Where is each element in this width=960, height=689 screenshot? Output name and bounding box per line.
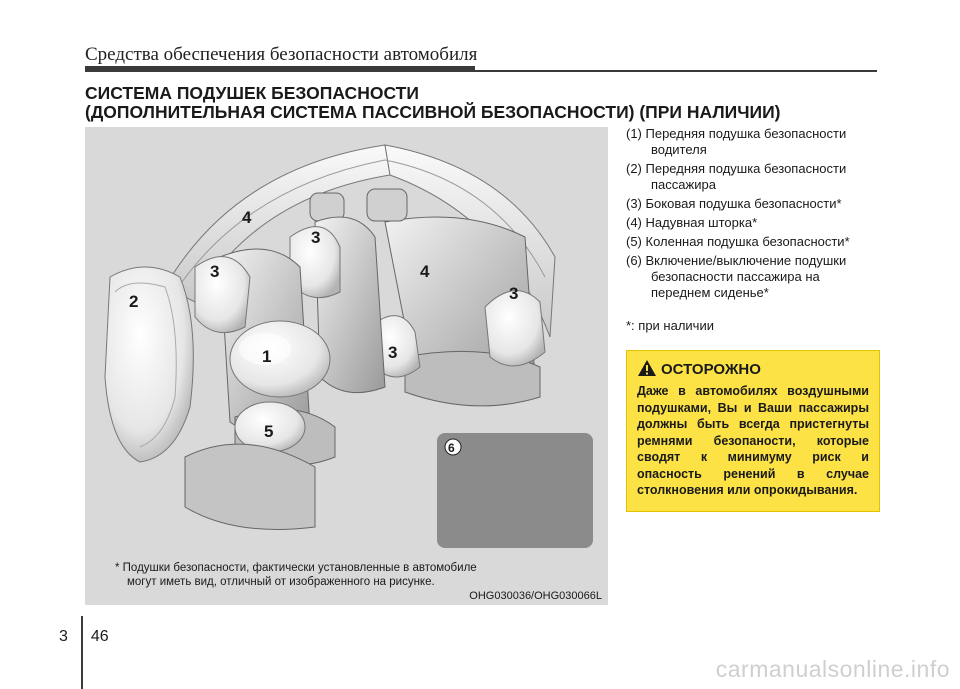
legend-item-6: (6) Включение/выключение подушки безопасности пассажира на переднем сиденье*	[626, 253, 847, 300]
legend-item-5: (5) Коленная подушка безопасности*	[626, 234, 850, 249]
header-rule	[85, 70, 877, 72]
page-number	[59, 628, 109, 646]
airbag-legend	[626, 126, 886, 334]
callout-3-passenger: 3	[311, 228, 321, 247]
callout-2: 2	[129, 292, 139, 311]
section-title-line2: (ДОПОЛНИТЕЛЬНАЯ СИСТЕМА ПАССИВНОЙ БЕЗОПАСНОСТИ) (ПРИ НАЛИЧИИ)	[85, 102, 781, 122]
page-number-rule	[81, 616, 83, 689]
airbag-switch-inset	[437, 433, 593, 548]
airbag-illustration	[85, 127, 608, 605]
callout-3-driver: 3	[210, 262, 220, 281]
side-airbag-driver	[195, 257, 250, 333]
warning-triangle-icon	[637, 359, 657, 377]
callout-5: 5	[264, 422, 274, 441]
legend-item-3: (3) Боковая подушка безопасности*	[626, 196, 842, 211]
section-title	[85, 84, 780, 122]
section-title-line1: СИСТЕМА ПОДУШЕК БЕЗОПАСНОСТИ	[85, 83, 419, 103]
callout-1: 1	[262, 347, 272, 366]
page-number-value: 46	[90, 628, 109, 645]
warning-box	[626, 350, 880, 512]
warning-title-text: ОСТОРОЖНО	[661, 361, 761, 378]
figure-footnote	[115, 561, 477, 589]
footnote-line2: могут иметь вид, отличный от изображенного на рисунке.	[127, 576, 435, 588]
figure-code: OHG030036/OHG030066L	[469, 590, 602, 602]
page-section: 3	[59, 628, 68, 645]
callout-4-right: 4	[420, 262, 430, 281]
footnote-line1: * Подушки безопасности, фактически установленные в автомобиле	[115, 562, 477, 574]
warning-title	[637, 359, 761, 378]
warning-text: Даже в автомобилях воздушными подушками, Вы и Ваши пассажиры должны быть всегда пристегнуты ремнями безопаности, которые сводят к минимуму риск и опасность ренений в случае столкновения или опрокидывания.	[637, 384, 869, 497]
watermark: carmanualsonline.info	[715, 656, 950, 682]
callout-4-left: 4	[242, 208, 252, 227]
front-airbag-passenger	[105, 267, 193, 462]
legend-item-4: (4) Надувная шторка*	[626, 215, 758, 230]
legend-item-1: (1) Передняя подушка безопасности водителя	[626, 126, 847, 157]
running-header: Средства обеспечения безопасности автомобиля	[85, 44, 478, 65]
callout-3-middle: 3	[388, 343, 398, 362]
legend-item-2: (2) Передняя подушка безопасности пассажира	[626, 161, 847, 192]
legend-note: *: при наличии	[626, 318, 714, 333]
callout-6: 6	[448, 441, 455, 455]
callout-3-rear: 3	[509, 284, 519, 303]
